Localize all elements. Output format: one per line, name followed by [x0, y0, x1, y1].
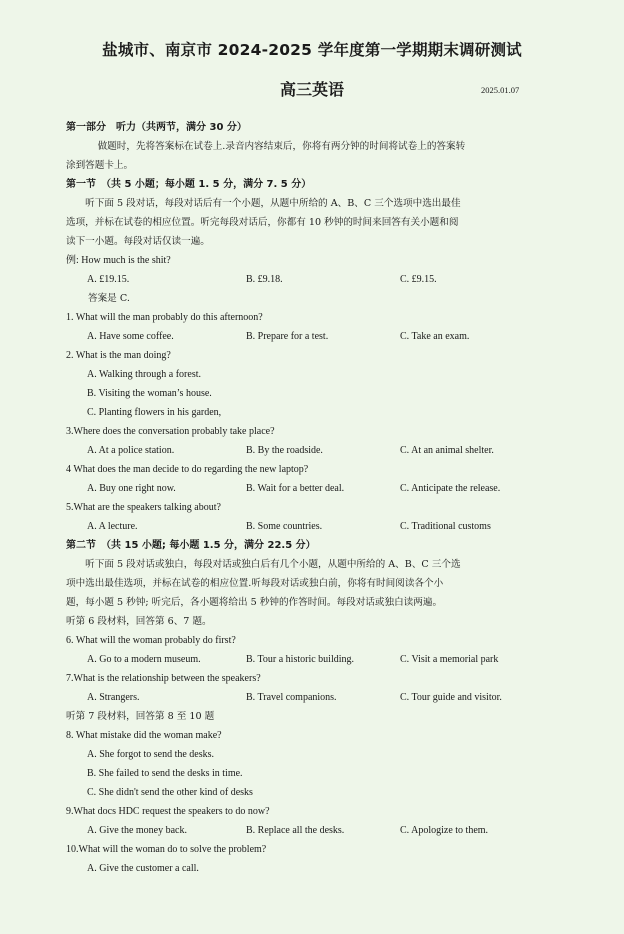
option-b: B. By the roadside. — [246, 445, 323, 456]
option-a: A. A lecture. — [87, 521, 138, 532]
question-1-options — [66, 327, 596, 346]
option-b: B. Some countries. — [246, 521, 323, 532]
question-10: 10.What will the woman do to solve the problem? — [66, 844, 267, 855]
question-7-options — [66, 688, 596, 707]
option-a: A. Give the customer a call. — [87, 863, 199, 874]
option-c: C. At an animal shelter. — [400, 445, 494, 456]
question-2: 2. What is the man doing? — [66, 350, 171, 361]
question-5-options — [66, 517, 596, 536]
option-c: C. Traditional customs — [400, 521, 491, 532]
section1-intro-line: 听下面 5 段对话，每段对话后有一个小题，从题中所给的 A、B、C 三个选项中选出最佳 — [66, 198, 461, 209]
option-b: B. Wait for a better deal. — [246, 483, 345, 494]
option-a: A. Strangers. — [87, 692, 140, 703]
example-answer: 答案是 C. — [88, 293, 130, 304]
question-1: 1. What will the man probably do this afternoon? — [66, 312, 263, 323]
option-a: A. Buy one right now. — [87, 483, 176, 494]
example-question: 例: How much is the shit? — [66, 255, 171, 266]
option-c: C. She didn't send the other kind of desks — [87, 787, 253, 798]
question-5: 5.What are the speakers talking about? — [66, 502, 221, 513]
exam-title: 盐城市、南京市 2024-2025 学年度第一学期期末调研测试 — [102, 41, 522, 59]
option-b: B. Visiting the woman’s house. — [87, 388, 212, 399]
section2-heading: 第二节 （共 15 小题; 每小题 1.5 分，满分 22.5 分） — [66, 540, 316, 551]
question-3: 3.Where does the conversation probably take place? — [66, 426, 275, 437]
question-4: 4 What does the man decide to do regarding the new laptop? — [66, 464, 309, 475]
question-6: 6. What will the woman probably do first? — [66, 635, 236, 646]
option-a: A. She forgot to send the desks. — [87, 749, 215, 760]
option-a: A. At a police station. — [87, 445, 175, 456]
option-c: C. Take an exam. — [400, 331, 470, 342]
part1-intro-line: 涂到答题卡上。 — [66, 160, 134, 171]
option-c: C. £9.15. — [400, 274, 437, 285]
section1-heading: 第一节 （共 5 小题；每小题 1. 5 分，满分 7. 5 分） — [66, 179, 312, 190]
exam-subject: 高三英语 — [279, 80, 344, 99]
section1-intro-line: 选项，并标在试卷的相应位置。听完每段对话后，你都有 10 秒钟的时间来回答有关小题和阅 — [66, 217, 459, 228]
option-a: A. Go to a modern museum. — [87, 654, 201, 665]
question-8: 8. What mistake did the woman make? — [66, 730, 222, 741]
question-6-options — [66, 650, 596, 669]
option-a: A. Give the money back. — [87, 825, 187, 836]
part1-heading: 第一部分 听力（共两节，满分 30 分） — [66, 122, 247, 133]
exam-content — [66, 118, 596, 878]
option-a: A. Have some coffee. — [87, 331, 174, 342]
example-options — [66, 270, 596, 289]
section1-intro-line: 读下一小题。每段对话仅读一遍。 — [66, 236, 210, 247]
option-c: C. Apologize to them. — [400, 825, 489, 836]
option-c: C. Tour guide and visitor. — [400, 692, 502, 703]
exam-date: 2025.01.07 — [481, 85, 520, 95]
option-b: B. Prepare for a test. — [246, 331, 329, 342]
question-9: 9.What docs HDC request the speakers to do now? — [66, 806, 270, 817]
option-b: B. Tour a historic building. — [246, 654, 354, 665]
option-b: B. Replace all the desks. — [246, 825, 345, 836]
group-label: 听第 7 段材料，回答第 8 至 10 题 — [66, 711, 215, 722]
part1-intro-line: 做题时，先将答案标在试卷上.录音内容结束后，你将有两分钟的时间将试卷上的答案转 — [88, 141, 466, 152]
group-label: 听第 6 段材料，回答第 6、7 题。 — [66, 616, 212, 627]
section2-intro-line: 项中选出最佳选项，并标在试卷的相应位置.听每段对话或独白前，你将有时间阅读各个小 — [66, 578, 444, 589]
option-c: C. Visit a memorial park — [400, 654, 499, 665]
question-7: 7.What is the relationship between the speakers? — [66, 673, 261, 684]
option-a: A. Walking through a forest. — [87, 369, 201, 380]
option-b: B. £9.18. — [246, 274, 283, 285]
section2-intro-line: 听下面 5 段对话或独白，每段对话或独白后有几个小题，从题中所给的 A、B、C 三个选 — [66, 559, 461, 570]
option-a: A. £19.15. — [87, 274, 130, 285]
section2-intro-line: 题，每小题 5 秒钟; 听完后，各小题将给出 5 秒钟的作答时间。每段对话或独白读两遍。 — [66, 597, 443, 608]
question-9-options — [66, 821, 596, 840]
option-c: C. Planting flowers in his garden, — [87, 407, 222, 418]
question-4-options — [66, 479, 596, 498]
option-b: B. Travel companions. — [246, 692, 337, 703]
option-c: C. Anticipate the release. — [400, 483, 501, 494]
option-b: B. She failed to send the desks in time. — [87, 768, 243, 779]
question-3-options — [66, 441, 596, 460]
